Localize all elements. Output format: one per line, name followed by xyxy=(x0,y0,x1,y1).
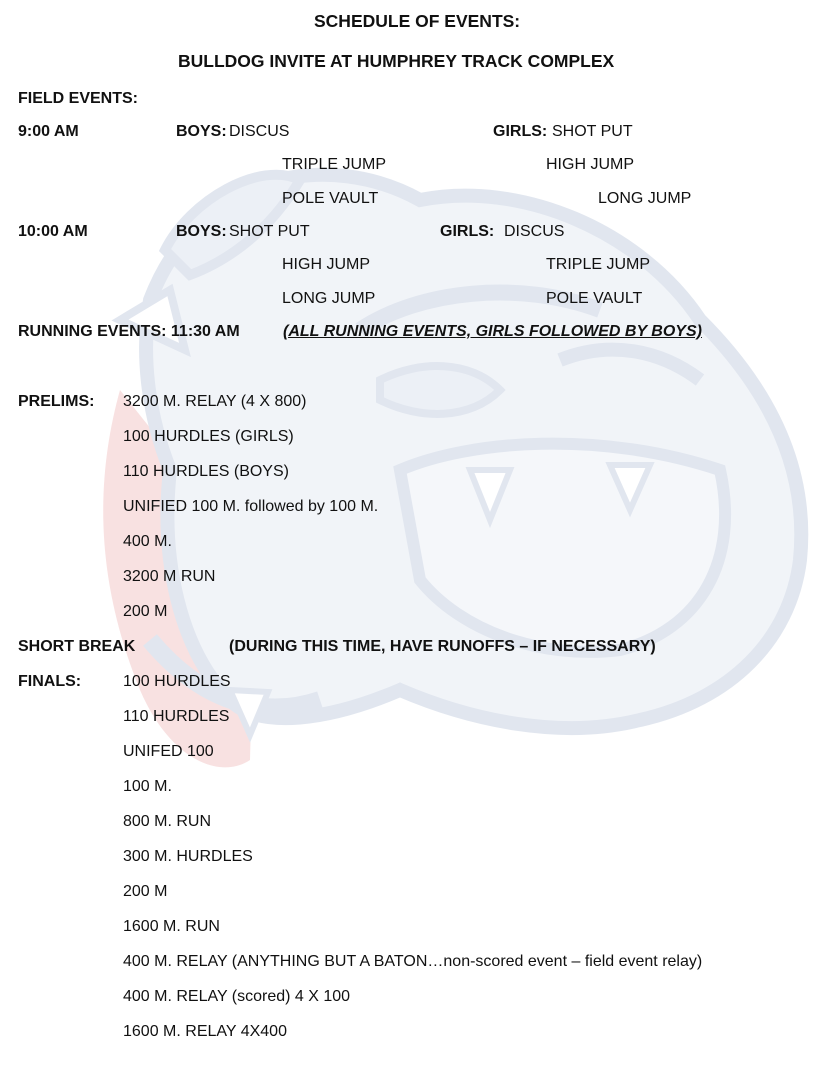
session2-girls-event: TRIPLE JUMP xyxy=(546,256,651,273)
prelims-item: 400 M. xyxy=(123,533,172,550)
session1-girls-label: GIRLS: xyxy=(493,123,548,140)
short-break-label: SHORT BREAK xyxy=(18,638,136,655)
finals-item: 300 M. HURDLES xyxy=(123,848,253,865)
finals-item: 100 HURDLES xyxy=(123,673,231,690)
page-subtitle: BULLDOG INVITE AT HUMPHREY TRACK COMPLEX xyxy=(178,51,615,71)
session2-boys-event: SHOT PUT xyxy=(229,223,310,240)
session1-girls-event: LONG JUMP xyxy=(598,190,692,207)
prelims-item: 3200 M. RELAY (4 X 800) xyxy=(123,393,307,410)
session1-boys-label: BOYS: xyxy=(176,123,227,140)
short-break-note: (DURING THIS TIME, HAVE RUNOFFS – IF NECESSARY) xyxy=(229,638,656,655)
session2-boys-event: LONG JUMP xyxy=(282,290,376,307)
finals-item: 800 M. RUN xyxy=(123,813,212,830)
running-events-heading: RUNNING EVENTS: 11:30 AM xyxy=(18,323,240,340)
session2-girls-label: GIRLS: xyxy=(440,223,495,240)
page-title: SCHEDULE OF EVENTS: xyxy=(314,11,521,31)
session2-time: 10:00 AM xyxy=(18,223,88,240)
session2-girls-event: DISCUS xyxy=(504,223,565,240)
finals-item: 1600 M. RUN xyxy=(123,918,220,935)
prelims-item: 110 HURDLES (BOYS) xyxy=(123,463,289,480)
session2-girls-event: POLE VAULT xyxy=(546,290,643,307)
finals-item: 400 M. RELAY (ANYTHING BUT A BATON…non-scored event – field event relay) xyxy=(123,953,703,970)
session1-girls-event: HIGH JUMP xyxy=(546,156,634,173)
prelims-label: PRELIMS: xyxy=(18,393,95,410)
session1-girls-event: SHOT PUT xyxy=(552,123,633,140)
prelims-item: 3200 M RUN xyxy=(123,568,216,585)
prelims-item: 100 HURDLES (GIRLS) xyxy=(123,428,294,445)
finals-item: 100 M. xyxy=(123,778,172,795)
prelims-item: 200 M xyxy=(123,603,168,620)
running-events-note: (ALL RUNNING EVENTS, GIRLS FOLLOWED BY BOYS) xyxy=(283,323,702,340)
finals-item: 400 M. RELAY (scored) 4 X 100 xyxy=(123,988,351,1005)
finals-item: 200 M xyxy=(123,883,168,900)
finals-item: 1600 M. RELAY 4X400 xyxy=(123,1023,287,1040)
finals-item: UNIFED 100 xyxy=(123,743,214,760)
session2-boys-event: HIGH JUMP xyxy=(282,256,370,273)
finals-item: 110 HURDLES xyxy=(123,708,230,725)
session1-boys-event: DISCUS xyxy=(229,123,290,140)
session1-time: 9:00 AM xyxy=(18,123,79,140)
session1-boys-event: TRIPLE JUMP xyxy=(282,156,387,173)
session2-boys-label: BOYS: xyxy=(176,223,227,240)
finals-label: FINALS: xyxy=(18,673,82,690)
prelims-item: UNIFIED 100 M. followed by 100 M. xyxy=(123,498,379,515)
field-events-heading: FIELD EVENTS: xyxy=(18,90,139,107)
session1-boys-event: POLE VAULT xyxy=(282,190,379,207)
